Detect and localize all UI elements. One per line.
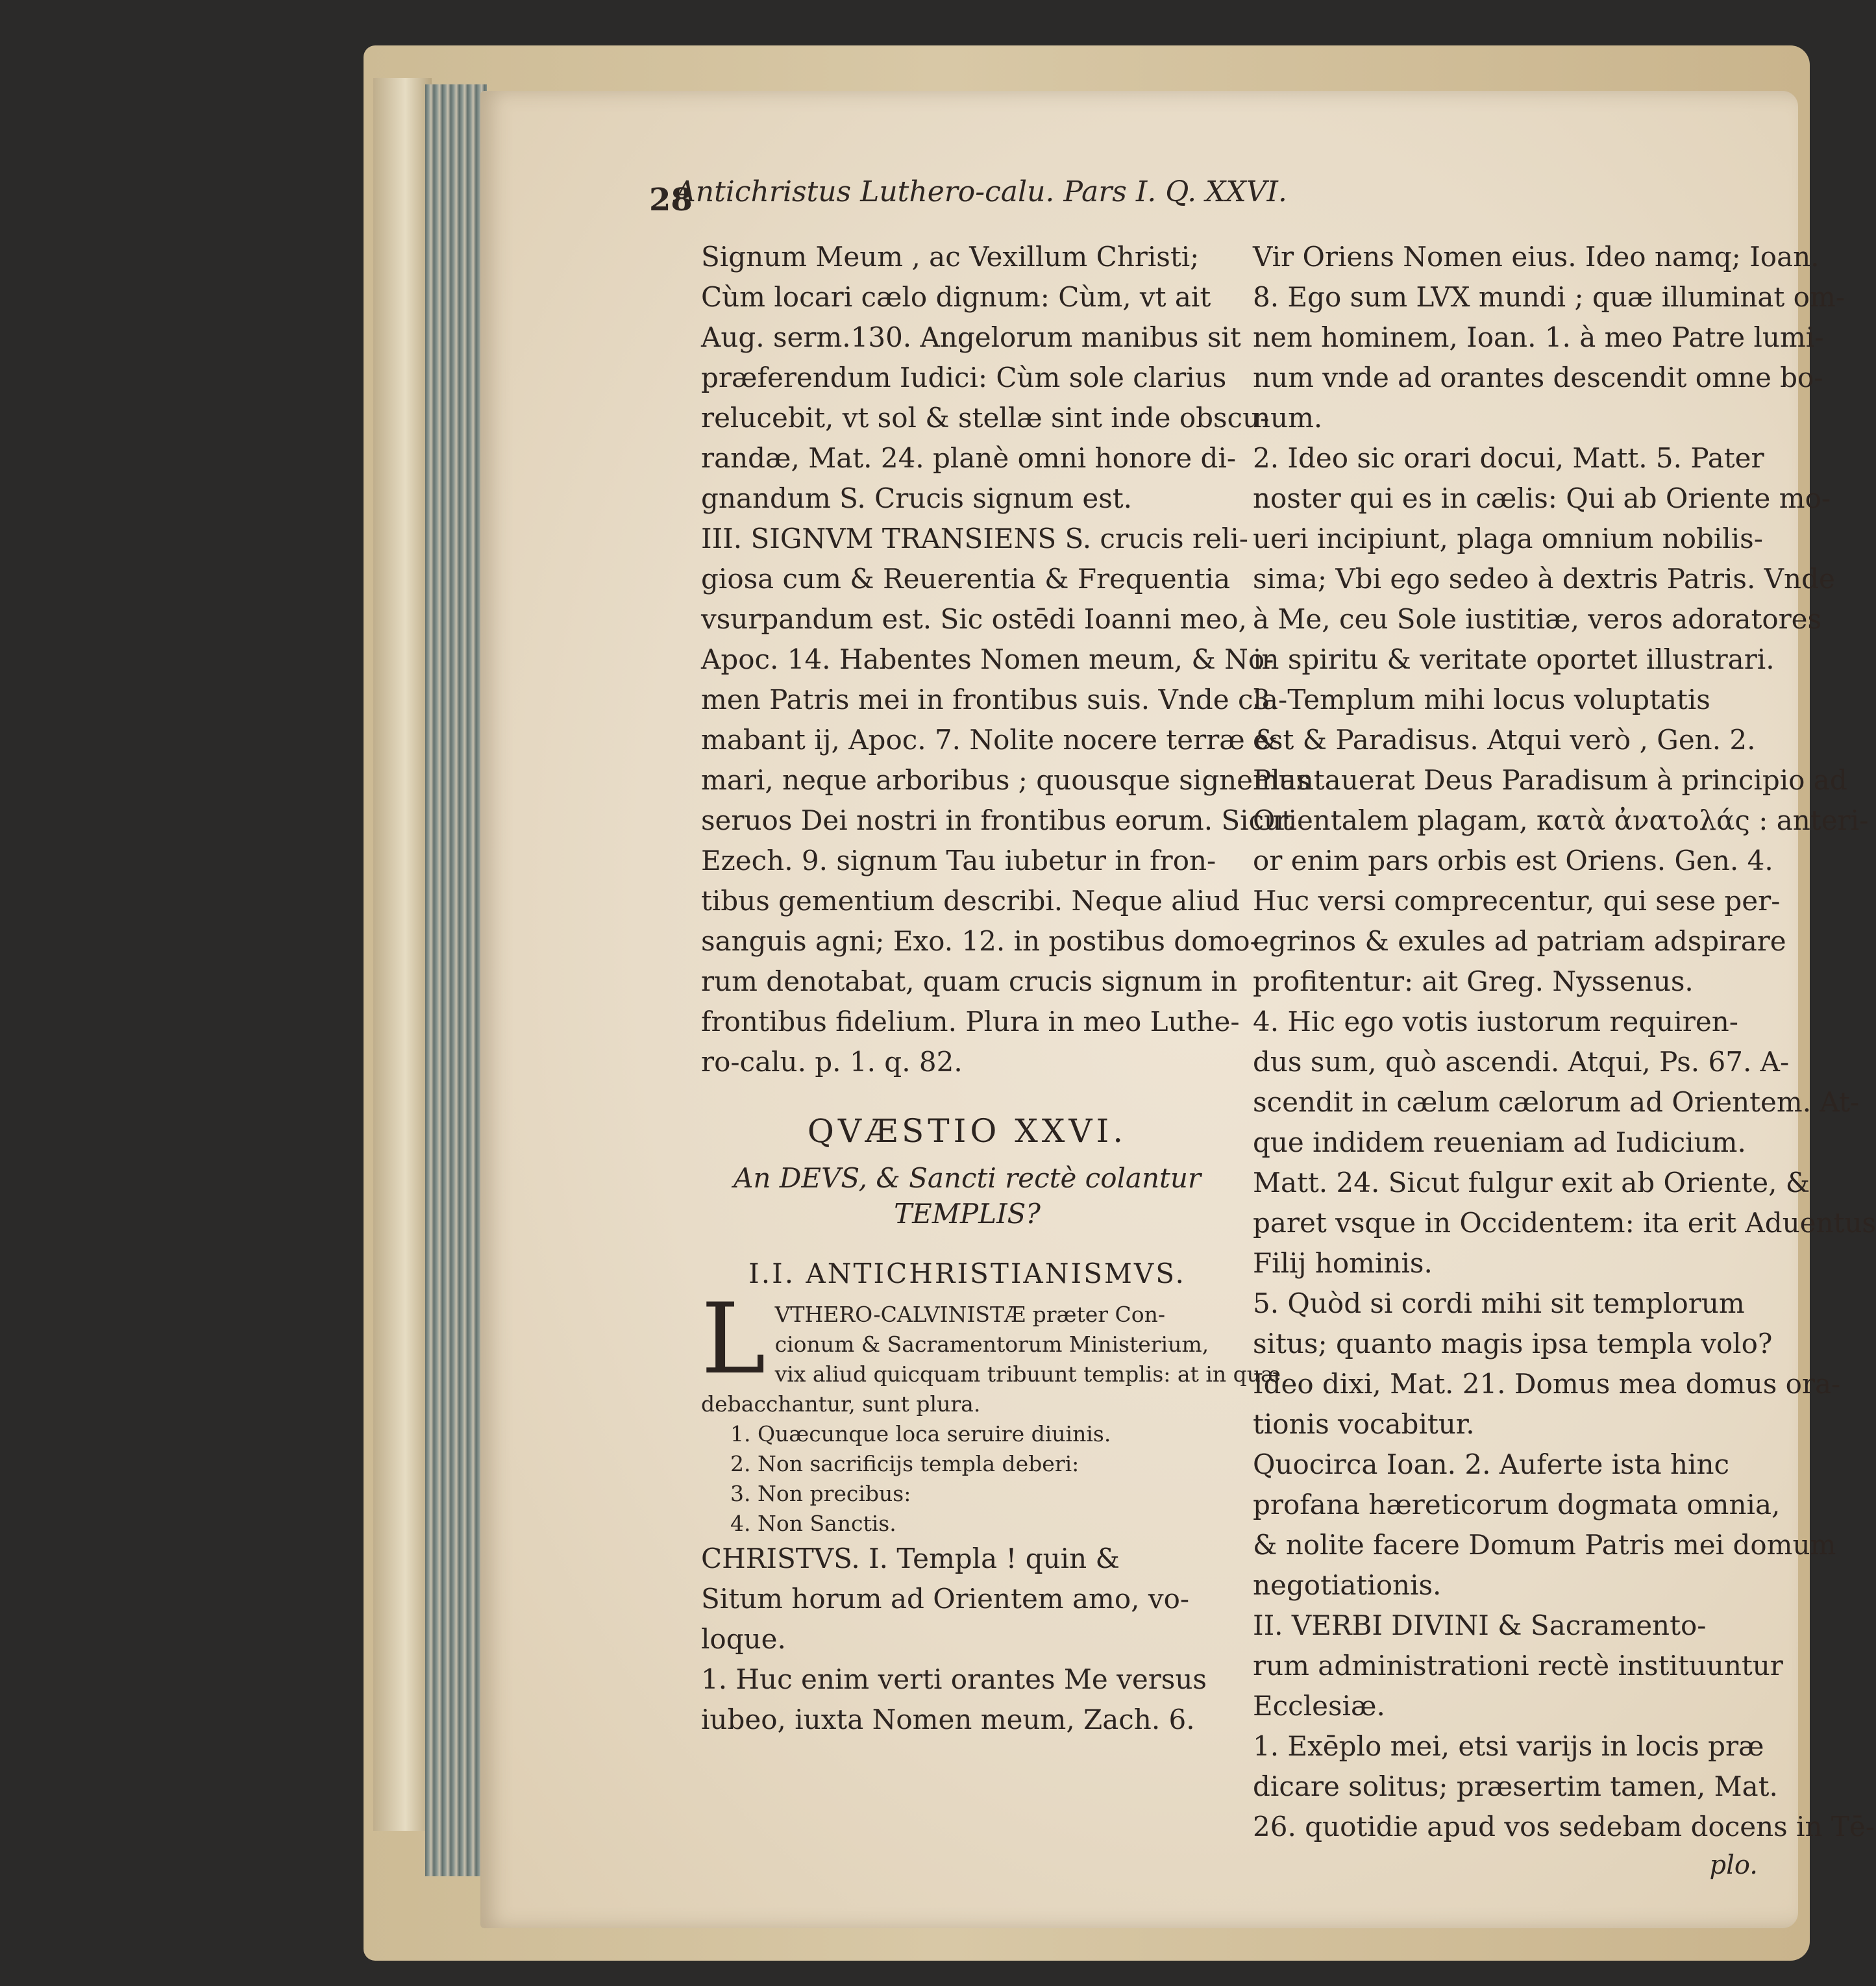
drop-cap: L bbox=[701, 1283, 766, 1396]
text-line: 5. Quòd si cordi mihi sit templorum bbox=[1253, 1287, 1745, 1319]
text-line: Filij hominis. bbox=[1253, 1247, 1433, 1279]
question-subtitle: An DEVS, & Sancti rectè colantur bbox=[733, 1162, 1202, 1194]
text-line: iubeo, iuxta Nomen meum, Zach. 6. bbox=[701, 1704, 1195, 1735]
text-line: 3. Templum mihi locus voluptatis bbox=[1253, 684, 1710, 715]
text-line: men Patris mei in frontibus suis. Vnde cla- bbox=[701, 684, 1288, 715]
text-line: egrinos & exules ad patriam adspirare bbox=[1253, 925, 1786, 957]
text-line: Aug. serm.130. Angelorum manibus sit bbox=[701, 321, 1241, 353]
text-line: in spiritu & veritate oportet illustrari. bbox=[1253, 643, 1775, 675]
text-line: num. bbox=[1253, 402, 1323, 434]
page-block-edges bbox=[425, 84, 487, 1876]
text-line: seruos Dei nostri in frontibus eorum. Sicut bbox=[701, 804, 1293, 836]
text-line: num vnde ad orantes descendit omne bo- bbox=[1253, 362, 1823, 393]
numbered-list bbox=[701, 1419, 1233, 1539]
text-line: Situm horum ad Orientem amo, vo- bbox=[701, 1583, 1190, 1615]
question-subtitle-2: TEMPLIS? bbox=[894, 1198, 1041, 1230]
text-line: profitentur: ait Greg. Nyssenus. bbox=[1253, 965, 1694, 997]
text-line: CHRISTVS. I. Templa ! quin & bbox=[701, 1543, 1120, 1574]
text-line: II. VERBI DIVINI & Sacramento- bbox=[1253, 1609, 1707, 1641]
text-line: est & Paradisus. Atqui verò , Gen. 2. bbox=[1253, 724, 1756, 756]
text-line: profana hæreticorum dogmata omnia, bbox=[1253, 1489, 1781, 1521]
intro-line: cionum & Sacramentorum Ministerium, bbox=[774, 1332, 1209, 1357]
text-line: loque. bbox=[701, 1623, 786, 1655]
intro-line: vix aliud quicquam tribuunt templis: at in quæ bbox=[774, 1361, 1281, 1387]
text-line: Signum Meum , ac Vexillum Christi; bbox=[701, 241, 1200, 273]
text-line: randæ, Mat. 24. planè omni honore di- bbox=[701, 442, 1237, 474]
text-line: 2. Ideo sic orari docui, Matt. 5. Pater bbox=[1253, 442, 1764, 474]
text-line: negotiationis. bbox=[1253, 1569, 1442, 1601]
text-line: dicare solitus; præsertim tamen, Mat. bbox=[1253, 1770, 1778, 1802]
left-column bbox=[701, 237, 1311, 1740]
text-line: ueri incipiunt, plaga omnium nobilis- bbox=[1253, 523, 1763, 554]
running-title: Antichristus Luthero-calu. Pars I. Q. XXVI. bbox=[675, 175, 1287, 208]
text-line: Ideo dixi, Mat. 21. Domus mea domus ora- bbox=[1253, 1368, 1841, 1400]
text-line: dus sum, quò ascendi. Atqui, Ps. 67. A- bbox=[1253, 1046, 1790, 1078]
right-column bbox=[1253, 237, 1876, 1847]
text-line: or enim pars orbis est Oriens. Gen. 4. bbox=[1253, 845, 1773, 876]
left-text-block-bottom bbox=[701, 1539, 1233, 1740]
text-line: situs; quanto magis ipsa templa volo? bbox=[1253, 1328, 1773, 1359]
text-line: mabant ij, Apoc. 7. Nolite nocere terræ & bbox=[701, 724, 1278, 756]
text-line: Quocirca Ioan. 2. Auferte ista hinc bbox=[1253, 1448, 1730, 1480]
text-line: Orientalem plagam, κατὰ ἀνατολάς : anteri- bbox=[1253, 804, 1869, 836]
text-line: à Me, ceu Sole iustitiæ, veros adoratores bbox=[1253, 603, 1822, 635]
text-line: scendit in cælum cælorum ad Orientem. At- bbox=[1253, 1086, 1860, 1118]
text-line: Ezech. 9. signum Tau iubetur in fron- bbox=[701, 845, 1216, 876]
text-line: & nolite facere Domum Patris mei domum bbox=[1253, 1529, 1836, 1561]
text-line: nem hominem, Ioan. 1. à meo Patre lumi- bbox=[1253, 321, 1824, 353]
text-line: 1. Huc enim verti orantes Me versus bbox=[701, 1663, 1207, 1695]
list-item: 4. Non Sanctis. bbox=[730, 1511, 896, 1536]
text-line: relucebit, vt sol & stellæ sint inde obscu- bbox=[701, 402, 1270, 434]
page-number: 28 bbox=[649, 182, 693, 218]
text-line: giosa cum & Reuerentia & Frequentia bbox=[701, 563, 1231, 595]
text-line: noster qui es in cælis: Qui ab Oriente mo- bbox=[1253, 482, 1831, 514]
text-line: Matt. 24. Sicut fulgur exit ab Oriente, & bbox=[1253, 1167, 1810, 1198]
list-item: 3. Non precibus: bbox=[730, 1481, 911, 1506]
text-line: 1. Exēplo mei, etsi varijs in locis præ bbox=[1253, 1730, 1764, 1762]
text-line: sanguis agni; Exo. 12. in postibus domo- bbox=[701, 925, 1259, 957]
text-line: Ecclesiæ. bbox=[1253, 1690, 1385, 1722]
text-line: paret vsque in Occidentem: ita erit Aduentus bbox=[1253, 1207, 1876, 1239]
list-item: 2. Non sacrificijs templa deberi: bbox=[730, 1451, 1080, 1476]
text-line: Apoc. 14. Habentes Nomen meum, & No- bbox=[701, 643, 1274, 675]
right-text-block bbox=[1253, 237, 1876, 1847]
intro-line: VTHERO-CALVINISTÆ præter Con- bbox=[774, 1302, 1166, 1327]
text-line: mari, neque arboribus ; quousque signemus bbox=[701, 764, 1311, 796]
section-heading: I.I. ANTICHRISTIANISMVS. bbox=[748, 1258, 1186, 1289]
text-line: Vir Oriens Nomen eius. Ideo namq; Ioan. bbox=[1253, 241, 1820, 273]
text-line: que indidem reueniam ad Iudicium. bbox=[1253, 1126, 1746, 1158]
text-line: Cùm locari cælo dignum: Cùm, vt ait bbox=[701, 281, 1211, 313]
text-line: Plantauerat Deus Paradisum à principio ad bbox=[1253, 764, 1847, 796]
intro-line: debacchantur, sunt plura. bbox=[701, 1391, 981, 1417]
text-line: III. SIGNVM TRANSIENS S. crucis reli- bbox=[701, 523, 1248, 554]
text-line: sima; Vbi ego sedeo à dextris Patris. Vnde bbox=[1253, 563, 1835, 595]
text-line: tionis vocabitur. bbox=[1253, 1408, 1475, 1440]
left-text-block bbox=[701, 237, 1311, 1082]
text-line: 8. Ego sum LVX mundi ; quæ illuminat om- bbox=[1253, 281, 1845, 313]
text-line: 4. Hic ego votis iustorum requiren- bbox=[1253, 1006, 1738, 1037]
text-line: præferendum Iudici: Cùm sole clarius bbox=[701, 362, 1227, 393]
text-line: rum denotabat, quam crucis signum in bbox=[701, 965, 1238, 997]
question-title: QVÆSTIO XXVI. bbox=[807, 1112, 1128, 1150]
catchword: plo. bbox=[1709, 1850, 1758, 1880]
list-item: 1. Quæcunque loca seruire diuinis. bbox=[730, 1421, 1111, 1446]
text-line: ro-calu. p. 1. q. 82. bbox=[701, 1046, 963, 1078]
text-line: rum administrationi rectè instituuntur bbox=[1253, 1650, 1783, 1682]
text-line: gnandum S. Crucis signum est. bbox=[701, 482, 1133, 514]
book-spine bbox=[373, 78, 432, 1831]
text-line: frontibus fidelium. Plura in meo Luthe- bbox=[701, 1006, 1240, 1037]
text-line: tibus gementium describi. Neque aliud bbox=[701, 885, 1240, 917]
intro-text bbox=[701, 1300, 1281, 1419]
text-line: 26. quotidie apud vos sedebam docens in Tē- bbox=[1253, 1811, 1875, 1843]
text-line: vsurpandum est. Sic ostēdi Ioanni meo, bbox=[701, 603, 1247, 635]
text-line: Huc versi comprecentur, qui sese per- bbox=[1253, 885, 1781, 917]
